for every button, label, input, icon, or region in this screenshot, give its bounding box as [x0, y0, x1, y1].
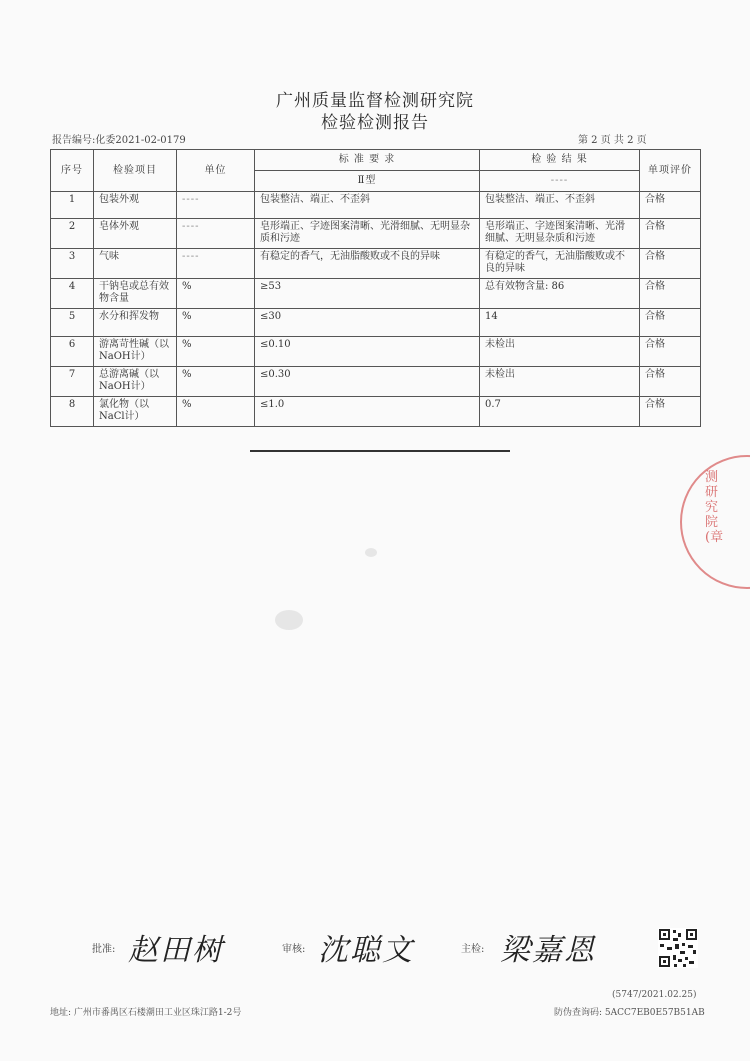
verification-date: (5747/2021.02.25): [612, 990, 697, 1000]
row-result: 皂形端正、字迹图案清晰、光滑细腻、无明显杂质和污迹: [480, 219, 640, 249]
scan-smudge: [365, 548, 377, 557]
table-row: [51, 397, 701, 427]
row-unit: %: [177, 367, 255, 397]
row-seq: 6: [51, 337, 94, 367]
approve-signature: 赵田树: [128, 933, 224, 968]
verification-code: 防伪查询码: 5ACC7EB0E57B51AB: [554, 1008, 705, 1018]
row-unit: %: [177, 279, 255, 309]
page-number: 第 2 页 共 2 页: [578, 135, 647, 146]
row-item: 气味: [94, 249, 177, 279]
header-standard-type: Ⅱ型: [255, 171, 480, 192]
row-evaluation: 合格: [640, 249, 701, 279]
review-label: 审核:: [282, 944, 306, 955]
row-seq: 5: [51, 309, 94, 337]
table-row: [51, 309, 701, 337]
header-unit: 单位: [177, 150, 255, 192]
row-item: 皂体外观: [94, 219, 177, 249]
row-standard: ≤1.0: [255, 397, 480, 427]
address: 地址: 广州市番禺区石楼潮田工业区珠江路1-2号: [50, 1008, 242, 1018]
row-standard: ≤0.30: [255, 367, 480, 397]
row-evaluation: 合格: [640, 397, 701, 427]
row-result: 14: [480, 309, 640, 337]
approve-label: 批准:: [92, 944, 116, 955]
row-unit: %: [177, 337, 255, 367]
row-unit: ----: [177, 249, 255, 279]
report-number: [52, 131, 186, 146]
row-result: 未检出: [480, 367, 640, 397]
review-signature: 沈聪文: [318, 933, 414, 968]
qr-code-icon: [658, 928, 698, 968]
header-result: 检 验 结 果: [480, 150, 640, 171]
header-standard: 标 准 要 求: [255, 150, 480, 171]
row-standard: ≥53: [255, 279, 480, 309]
row-evaluation: 合格: [640, 192, 701, 219]
row-unit: ----: [177, 192, 255, 219]
row-standard: 皂形端正、字迹图案清晰、光滑细腻、无明显杂质和污迹: [255, 219, 480, 249]
table-row: [51, 192, 701, 219]
header-seq: 序号: [51, 150, 94, 192]
row-seq: 2: [51, 219, 94, 249]
table-row: [51, 279, 701, 309]
row-seq: 1: [51, 192, 94, 219]
inspect-signature: 梁嘉恩: [500, 933, 596, 968]
organization-title: 广州质量监督检测研究院: [276, 91, 474, 111]
row-evaluation: 合格: [640, 337, 701, 367]
row-evaluation: 合格: [640, 279, 701, 309]
header-item: 检验项目: [94, 150, 177, 192]
table-row: [51, 249, 701, 279]
row-seq: 4: [51, 279, 94, 309]
row-item: 干钠皂或总有效物含量: [94, 279, 177, 309]
table-header-row: [51, 150, 701, 171]
row-evaluation: 合格: [640, 219, 701, 249]
row-standard: 包装整洁、端正、不歪斜: [255, 192, 480, 219]
row-result: 0.7: [480, 397, 640, 427]
row-standard: ≤0.10: [255, 337, 480, 367]
row-standard: 有稳定的香气，无油脂酸败或不良的异味: [255, 249, 480, 279]
report-number-label: 报告编号:: [52, 135, 96, 146]
row-seq: 3: [51, 249, 94, 279]
row-result: 未检出: [480, 337, 640, 367]
row-evaluation: 合格: [640, 367, 701, 397]
inspect-label: 主检:: [461, 944, 485, 955]
row-item: 包装外观: [94, 192, 177, 219]
table-row: [51, 367, 701, 397]
row-result: 有稳定的香气，无油脂酸败或不良的异味: [480, 249, 640, 279]
report-number-value: 化委2021-02-0179: [95, 135, 186, 146]
scan-smudge: [275, 610, 303, 630]
row-item: 水分和挥发物: [94, 309, 177, 337]
row-unit: ----: [177, 219, 255, 249]
row-result: 总有效物含量: 86: [480, 279, 640, 309]
report-title: 检验检测报告: [321, 113, 429, 133]
header-result-sub: ----: [480, 171, 640, 192]
table-row: [51, 219, 701, 249]
row-seq: 8: [51, 397, 94, 427]
row-item: 氯化物（以NaCl计）: [94, 397, 177, 427]
row-unit: %: [177, 397, 255, 427]
inspection-table: [50, 149, 701, 427]
stamp-text: 测研究院(章: [705, 470, 724, 545]
row-unit: %: [177, 309, 255, 337]
end-of-table-rule: [250, 450, 510, 452]
row-item: 总游离碱（以NaOH计）: [94, 367, 177, 397]
row-standard: ≤30: [255, 309, 480, 337]
row-item: 游离苛性碱（以NaOH计）: [94, 337, 177, 367]
header-evaluation: 单项评价: [640, 150, 701, 192]
row-result: 包装整洁、端正、不歪斜: [480, 192, 640, 219]
row-seq: 7: [51, 367, 94, 397]
table-row: [51, 337, 701, 367]
row-evaluation: 合格: [640, 309, 701, 337]
